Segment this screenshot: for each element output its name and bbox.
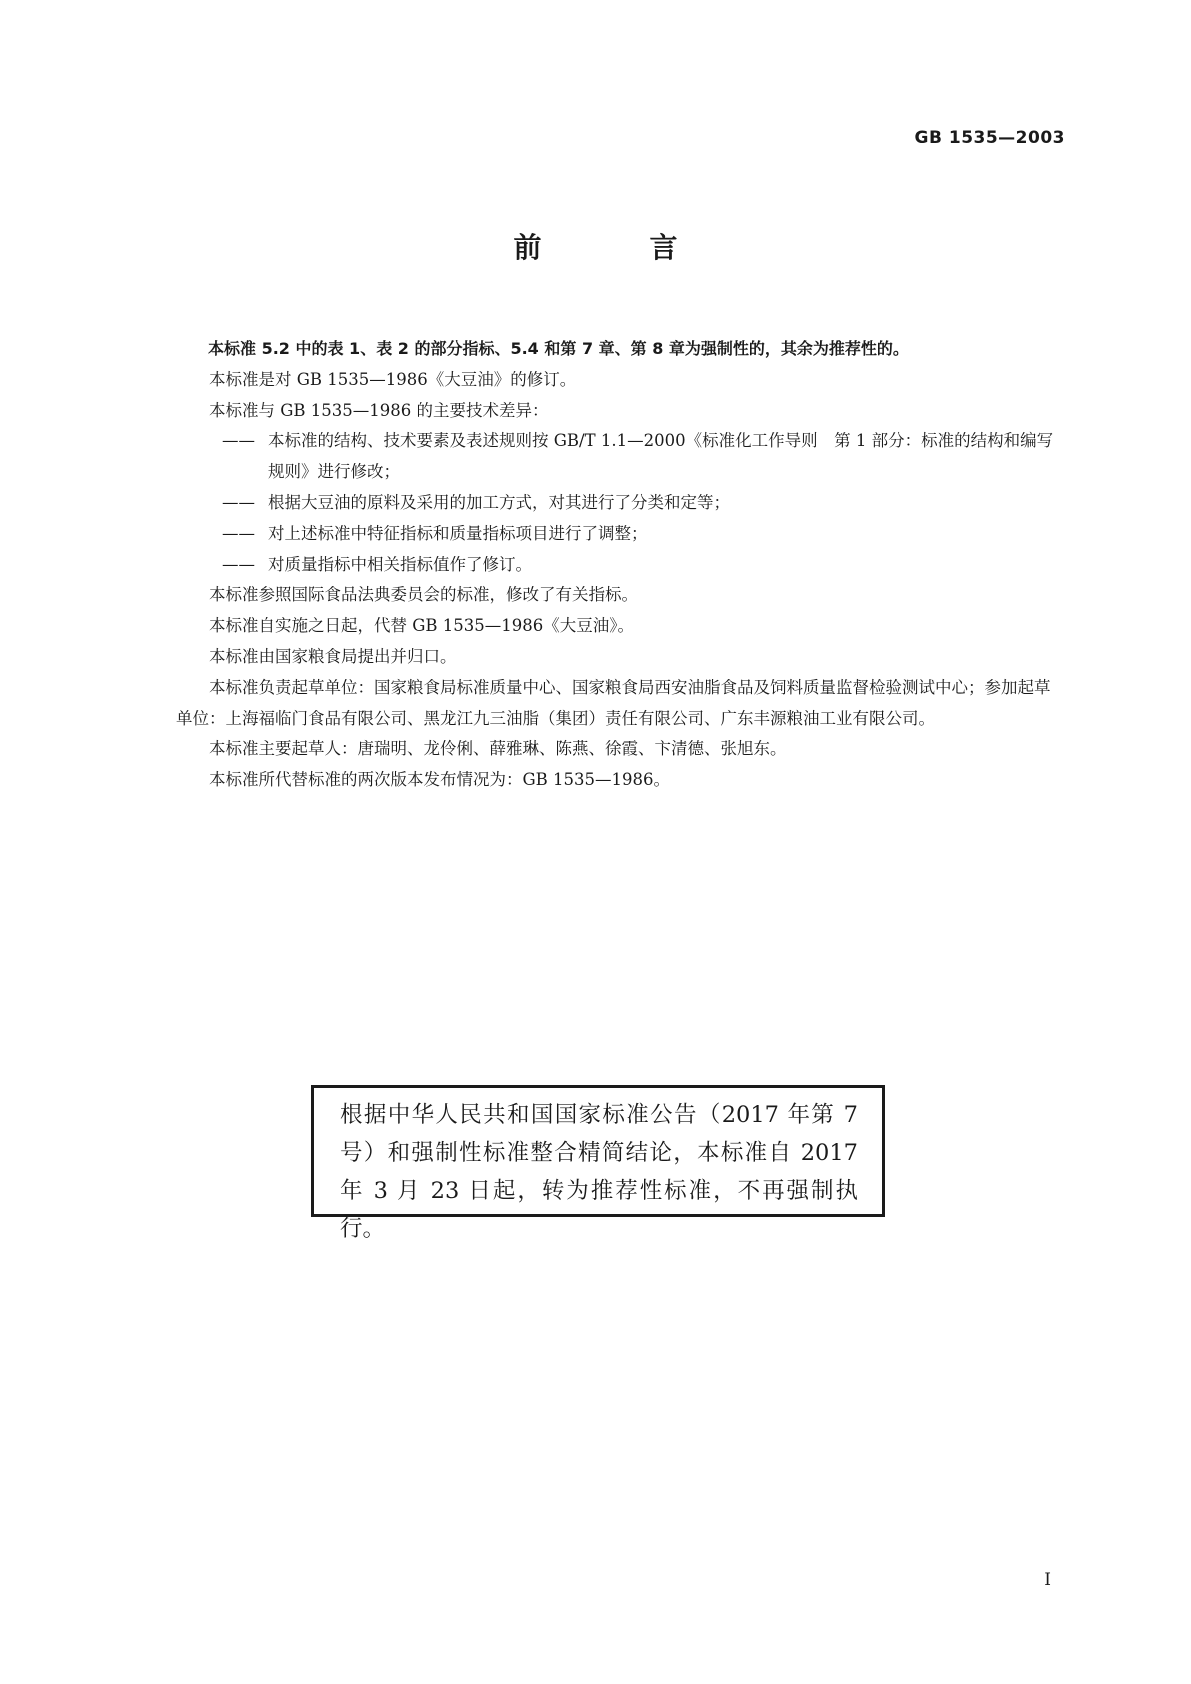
list-item [222,519,1066,550]
list-item-text: 对质量指标中相关指标值作了修订。 [268,554,532,574]
paragraph-differences-intro: 本标准与 GB 1535—1986 的主要技术差异： [209,400,549,420]
paragraph-mandatory-clauses: 本标准 5.2 中的表 1、表 2 的部分指标、5.4 和第 7 章、第 8 章为强制性的，其余为推荐性的。 [208,339,909,358]
list-item-text: 本标准的结构、技术要素及表述规则按 GB/T 1.1—2000《标准化工作导则 第 1 部分：标准的结构和编写规则》进行修改； [268,431,1054,482]
paragraph-reference: 本标准参照国际食品法典委员会的标准，修改了有关指标。 [209,585,638,605]
list-item [222,550,1066,581]
dash-mark: —— [222,431,255,451]
dash-mark: —— [222,554,255,574]
paragraph-drafters: 本标准主要起草人：唐瑞明、龙伶俐、薛雅琳、陈燕、徐霞、卞清德、张旭东。 [209,739,787,759]
paragraph-previous-editions: 本标准所代替标准的两次版本发布情况为：GB 1535—1986。 [209,770,671,790]
paragraph-replacement: 本标准自实施之日起，代替 GB 1535—1986《大豆油》。 [209,616,635,636]
list-item [222,488,1066,519]
paragraph-drafting-units: 本标准负责起草单位：国家粮食局标准质量中心、国家粮食局西安油脂食品及饲料质量监督检验测试中心；参加起草单位：上海福临门食品有限公司、黑龙江九三油脂（集团）责任有限公司、广东丰源粮油工业有限公司。 [176,677,1051,728]
notice-box: 根据中华人民共和国国家标准公告（2017 年第 7 号）和强制性标准整合精简结论，本标准自 2017 年 3 月 23 日起，转为推荐性标准，不再强制执行。 [311,1085,885,1217]
paragraph-proposer: 本标准由国家粮食局提出并归口。 [209,646,457,666]
dash-mark: —— [222,523,255,543]
foreword-body [176,334,1066,796]
list-item-text: 对上述标准中特征指标和质量指标项目进行了调整； [268,523,648,543]
dash-mark: —— [222,492,255,512]
list-item-text: 根据大豆油的原料及采用的加工方式，对其进行了分类和定等； [268,492,730,512]
paragraph-revision: 本标准是对 GB 1535—1986《大豆油》的修订。 [209,369,577,389]
page-title: 前 言 [513,231,718,264]
list-item [222,426,1066,488]
standard-number: GB 1535—2003 [914,128,1065,148]
page-number: I [1044,1570,1051,1590]
